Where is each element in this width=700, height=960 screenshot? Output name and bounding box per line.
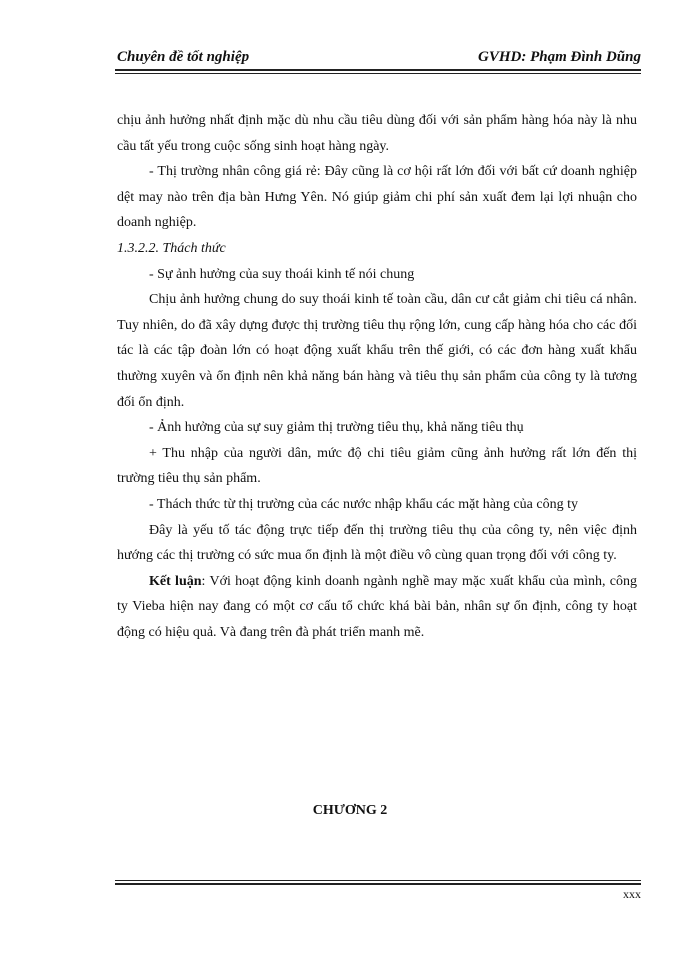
footer-rule-thin	[115, 880, 641, 881]
footer-rule-thick	[115, 883, 641, 885]
paragraph-recession-bullet: - Sự ảnh hưởng của suy thoái kinh tế nói chung	[149, 266, 415, 282]
conclusion-label: Kết luận	[149, 573, 202, 589]
paragraph-import: Đây là yếu tố tác động trực tiếp đến thị trường tiêu thụ của công ty, nên việc định hướng các thị trường có sức mua ổn định là một điều vô cùng quan trọng đối với công ty.	[117, 522, 637, 564]
header-supervisor: GVHD: Phạm Đình Dũng	[478, 49, 641, 65]
page-number: xxx	[623, 887, 641, 901]
header-rule-thick	[115, 69, 641, 71]
paragraph-income: + Thu nhập của người dân, mức độ chi tiêu giảm cũng ảnh hưởng rất lớn đến thị trường tiêu thụ sản phẩm.	[117, 445, 637, 487]
paragraph-market-decline-bullet: - Ảnh hưởng của sự suy giảm thị trường tiêu thụ, khả năng tiêu thụ	[149, 420, 524, 436]
body-text	[117, 108, 637, 645]
paragraph-recession: Chịu ảnh hưởng chung do suy thoái kinh tế toàn cầu, dân cư cắt giảm chi tiêu cá nhân. Tuy nhiên, do đã xây dựng được thị trường tiêu thụ rộng lớn, cung cấp hàng hóa cho các đối tác là các tập đoàn lớn có hoạt động xuất khẩu trên thế giới, có các đơn hàng xuất khẩu thường xuyên và ổn định nên khả năng bán hàng và tiêu thụ sản phẩm của công ty là tương đối ổn định.	[117, 292, 637, 410]
paragraph-import-bullet: - Thách thức từ thị trường của các nước nhập khẩu các mặt hàng của công ty	[149, 496, 578, 512]
chapter-title: CHƯƠNG 2	[312, 803, 388, 818]
paragraph-conclusion	[117, 569, 637, 646]
header-rule-thin	[115, 73, 641, 74]
paragraph-cheap-labor: - Thị trường nhân công giá rẻ: Đây cũng là cơ hội rất lớn đối với bất cứ doanh nghiệp dệt may nào trên địa bàn Hưng Yên. Nó giúp giảm chi phí sản xuất đem lại lợi nhuận cho doanh nghiệp.	[117, 164, 637, 231]
section-heading-challenges: 1.3.2.2. Thách thức	[117, 240, 226, 256]
conclusion-text: : Với hoạt động kinh doanh ngành nghề may mặc xuất khẩu của mình, công ty Vieba hiện nay đang có một cơ cấu tổ chức khá bài bản, nhân sự ổn định, công ty hoạt động có hiệu quả. Và đang trên đà phát triển manh mẽ.	[117, 573, 637, 640]
header-document-type: Chuyên đề tốt nghiệp	[117, 49, 250, 65]
paragraph-continuation: chịu ảnh hưởng nhất định mặc dù nhu cầu tiêu dùng đối với sản phẩm hàng hóa này là nhu cầu tất yếu trong cuộc sống sinh hoạt hàng ngày.	[117, 113, 637, 154]
page-header	[115, 46, 641, 68]
